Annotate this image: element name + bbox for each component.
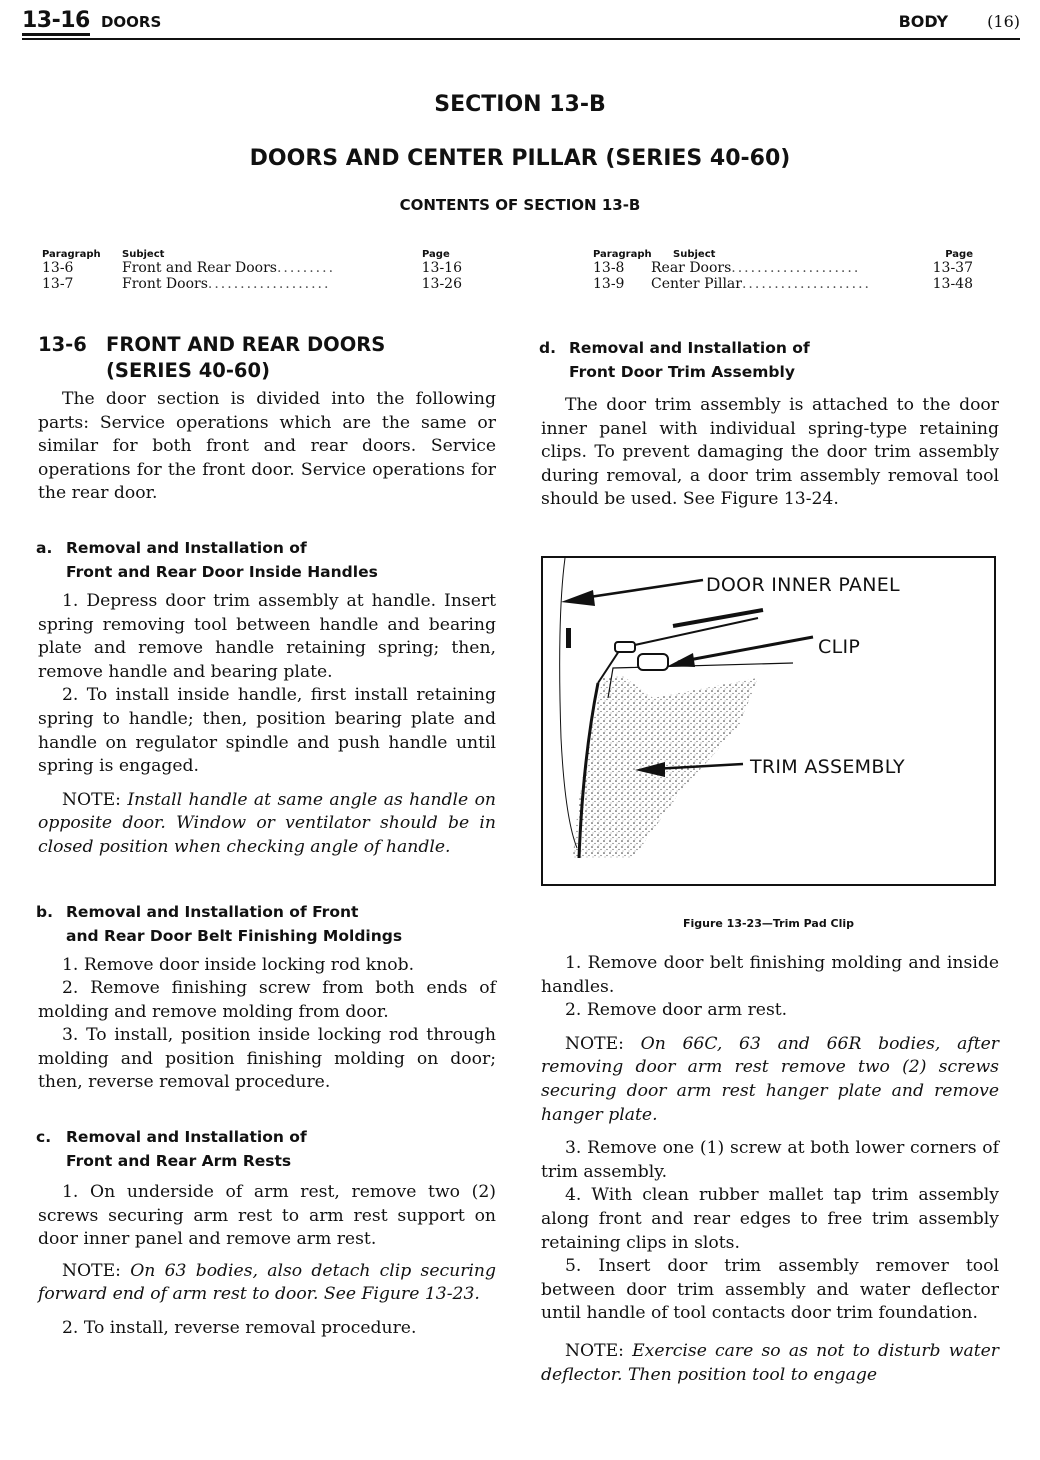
note: [38, 789, 496, 860]
figure-trim-pad-clip: [541, 556, 996, 886]
toc-paragraph: 13-9: [593, 276, 625, 292]
note: [541, 1340, 999, 1387]
leader-dots: .........: [276, 260, 336, 276]
step: 2. Remove finishing screw from both ends of molding and remove molding from door.: [38, 978, 496, 1022]
subsection-a-heading: [38, 536, 496, 584]
toc-header-page: Page: [422, 249, 450, 260]
main-title: DOORS AND CENTER PILLAR (SERIES 40-60): [249, 146, 791, 171]
subsection-c-heading: [38, 1125, 496, 1173]
heading-line: (SERIES 40-60): [106, 359, 270, 382]
toc-header-paragraph: Paragraph: [593, 249, 652, 260]
contents-heading: CONTENTS OF SECTION 13-B: [399, 196, 641, 214]
toc-page: 13-48: [932, 276, 973, 292]
subsection-label: d.: [539, 339, 556, 357]
page-header: [22, 8, 1020, 40]
toc-header-subject: Subject: [673, 249, 716, 260]
note-label: NOTE:: [565, 1033, 624, 1054]
toc-page: 13-37: [932, 260, 973, 276]
toc-header-subject: Subject: [122, 249, 165, 260]
toc-paragraph: 13-6: [42, 260, 74, 276]
note-text: Exercise care so as not to disturb water deflector. Then position tool to engage: [541, 1340, 999, 1385]
toc-header-page: Page: [945, 249, 973, 260]
figure-caption: Figure 13-23—Trim Pad Clip: [682, 917, 855, 930]
step: 3. To install, position inside locking rod through molding and position finishing molding on door; then, reverse removal procedure.: [38, 1025, 496, 1093]
section-title: DOORS: [100, 13, 162, 31]
step: 1. On underside of arm rest, remove two (2) screws securing arm rest to arm rest support on door inner panel and remove arm rest.: [38, 1182, 496, 1250]
toc-page: 13-16: [421, 260, 462, 276]
step: 2. To install, reverse removal procedure.: [62, 1318, 417, 1339]
step: 3. Remove one (1) screw at both lower corners of trim assembly.: [541, 1138, 999, 1182]
toc-subject: Rear Doors: [651, 260, 732, 276]
toc-right: [593, 249, 973, 292]
note-text: Install handle at same angle as handle on opposite door. Window or ventilator should be in closed position when checking angle of handle.: [38, 789, 496, 857]
category-label: BODY: [898, 12, 949, 31]
subsection-label: a.: [36, 538, 53, 557]
subsection-d-heading: [541, 336, 999, 384]
heading-number: 13-6: [38, 333, 87, 356]
note: [541, 1033, 999, 1127]
leader-dots: ....................: [731, 260, 861, 276]
heading-line: FRONT AND REAR DOORS: [106, 333, 386, 356]
right-column-top: [541, 336, 999, 512]
step: 1. Remove door inside locking rod knob.: [62, 954, 415, 975]
note-label: NOTE:: [62, 789, 121, 810]
page-number: 13-16: [22, 8, 90, 36]
subsection-intro: The door trim assembly is attached to the door inner panel with individual spring-type retaining clips. To prevent damaging the door trim assembly during removal, a door trim assembly removal tool should be used. See Figure 13-24.: [541, 395, 999, 510]
step: 5. Insert door trim assembly remover tool between door trim assembly and water deflector until handle of tool contacts door trim foundation.: [541, 1256, 999, 1324]
section-heading: SECTION 13-B: [434, 92, 606, 117]
toc-subject: Front Doors: [122, 276, 208, 292]
heading-line: and Rear Door Belt Finishing Moldings: [66, 926, 403, 945]
leader-dots: ...................: [207, 276, 331, 292]
right-column-bottom: [541, 952, 999, 1387]
toc-header: [42, 249, 462, 260]
subsection-b-heading: [38, 900, 496, 948]
step: 1. Remove door belt finishing molding and inside handles.: [541, 953, 999, 997]
leader-dots: ....................: [741, 276, 871, 292]
sheet-number: (16): [987, 12, 1020, 31]
toc-subject: Front and Rear Doors: [122, 260, 277, 276]
heading-line: Front and Rear Door Inside Handles: [66, 562, 378, 581]
heading-line: Removal and Installation of: [66, 538, 307, 557]
toc-row[interactable]: [42, 276, 462, 292]
toc-page: 13-26: [421, 276, 462, 292]
toc-row[interactable]: [42, 260, 462, 276]
label-door-inner-panel: DOOR INNER PANEL: [706, 574, 900, 596]
section-intro: The door section is divided into the following parts: Service operations which are the same or similar for both front and rear doors. Service operations for the front door. Service operations for the rear door.: [38, 389, 496, 504]
subsection-label: b.: [36, 902, 53, 921]
toc-paragraph: 13-7: [42, 276, 74, 292]
heading-line: Front and Rear Arm Rests: [66, 1152, 292, 1171]
step: 2. Remove door arm rest.: [565, 1000, 788, 1021]
toc-paragraph: 13-8: [593, 260, 625, 276]
left-column: [38, 332, 496, 1341]
heading-line: Removal and Installation of: [569, 339, 810, 357]
toc-header-paragraph: Paragraph: [42, 249, 101, 260]
label-trim-assembly: TRIM ASSEMBLY: [750, 756, 905, 778]
heading-line: Removal and Installation of: [66, 1128, 307, 1147]
section-13-6-heading: [38, 332, 496, 384]
label-clip: CLIP: [818, 636, 861, 658]
subsection-label: c.: [36, 1128, 52, 1147]
step: 2. To install inside handle, first install retaining spring to handle; then, position bearing plate and handle on regulator spindle and push handle until spring is engaged.: [38, 685, 496, 777]
heading-line: Front Door Trim Assembly: [569, 363, 795, 381]
note-text: On 66C, 63 and 66R bodies, after removing door arm rest remove two (2) screws securing door arm rest hanger plate and remove hanger plate.: [541, 1033, 999, 1125]
toc-subject: Center Pillar: [651, 276, 742, 292]
step: 1. Depress door trim assembly at handle. Insert spring removing tool between handle and bearing plate and remove handle retaining spring; then, remove handle and bearing plate.: [38, 590, 496, 682]
toc-header: [593, 249, 973, 260]
note-label: NOTE:: [62, 1260, 121, 1281]
note-label: NOTE:: [565, 1340, 624, 1361]
note-text: On 63 bodies, also detach clip securing forward end of arm rest to door. See Figure 13-23.: [38, 1260, 496, 1305]
step: 4. With clean rubber mallet tap trim assembly along front and rear edges to free trim assembly retaining clips in slots.: [541, 1185, 999, 1253]
note: [38, 1260, 496, 1307]
toc-left: [42, 249, 462, 292]
toc-row[interactable]: [593, 260, 973, 276]
heading-line: Removal and Installation of Front: [66, 902, 359, 921]
toc-row[interactable]: [593, 276, 973, 292]
door-trim-illustration-icon: [543, 558, 994, 884]
